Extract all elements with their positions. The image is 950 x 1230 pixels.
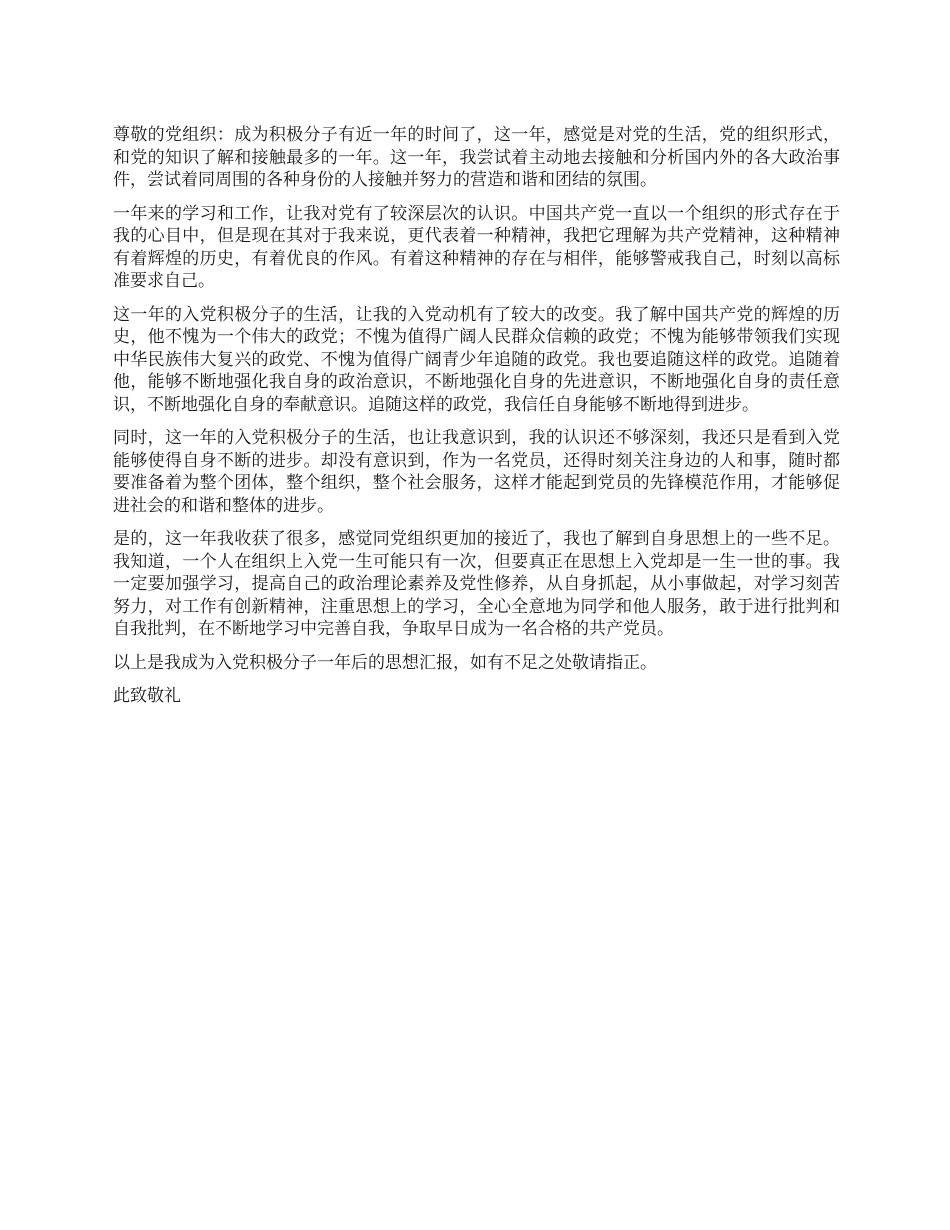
paragraph-reflection: 同时，这一年的入党积极分子的生活，也让我意识到，我的认识还不够深刻，我还只是看到入党能够使得自身不断的进步。却没有意识到，作为一名党员，还得时刻关注身边的人和事，随时都要准备着为整个团体，整个组织，整个社会服务，这样才能起到党员的先锋模范作用，才能够促进社会的和谐和整体的进步。 bbox=[113, 428, 840, 516]
paragraph-motivation: 这一年的入党积极分子的生活，让我的入党动机有了较大的改变。我了解中国共产党的辉煌的历史，他不愧为一个伟大的政党；不愧为值得广阔人民群众信赖的政党；不愧为能够带领我们实现中华民族伟大复兴的政党、不愧为值得广阔青少年追随的政党。我也要追随这样的政党。追随着他，能够不断地强化我自身的政治意识，不断地强化自身的先进意识，不断地强化自身的责任意识，不断地强化自身的奉献意识。追随这样的政党，我信任自身能够不断地得到进步。 bbox=[113, 304, 840, 415]
paragraph-salutation-intro: 尊敬的党组织：成为积极分子有近一年的时间了，这一年，感觉是对党的生活，党的组织形式，和党的知识了解和接触最多的一年。这一年，我尝试着主动地去接触和分析国内外的各大政治事件，尝试着同周围的各种身份的人接触并努力的营造和谐和团结的氛围。 bbox=[113, 125, 840, 190]
paragraph-understanding: 一年来的学习和工作，让我对党有了较深层次的认识。中国共产党一直以一个组织的形式存在于我的心目中，但是现在其对于我来说，更代表着一种精神，我把它理解为共产党精神，这种精神有着辉煌的历史，有着优良的作风。有着这种精神的存在与相伴，能够警戒我自己，时刻以高标准要求自己。 bbox=[113, 203, 840, 291]
paragraph-resolution: 是的，这一年我收获了很多，感觉同党组织更加的接近了，我也了解到自身思想上的一些不足。我知道，一个人在组织上入党一生可能只有一次，但要真正在思想上入党却是一生一世的事。我一定要加强学习，提高自己的政治理论素养及党性修养，从自身抓起，从小事做起，对学习刻苦努力，对工作有创新精神，注重思想上的学习，全心全意地为同学和他人服务，敢于进行批判和自我批判，在不断地学习中完善自我，争取早日成为一名合格的共产党员。 bbox=[113, 529, 840, 639]
document-body bbox=[113, 124, 840, 719]
paragraph-closing: 以上是我成为入党积极分子一年后的思想汇报，如有不足之处敬请指正。 bbox=[113, 652, 657, 673]
paragraph-regards: 此致敬礼 bbox=[113, 686, 181, 706]
